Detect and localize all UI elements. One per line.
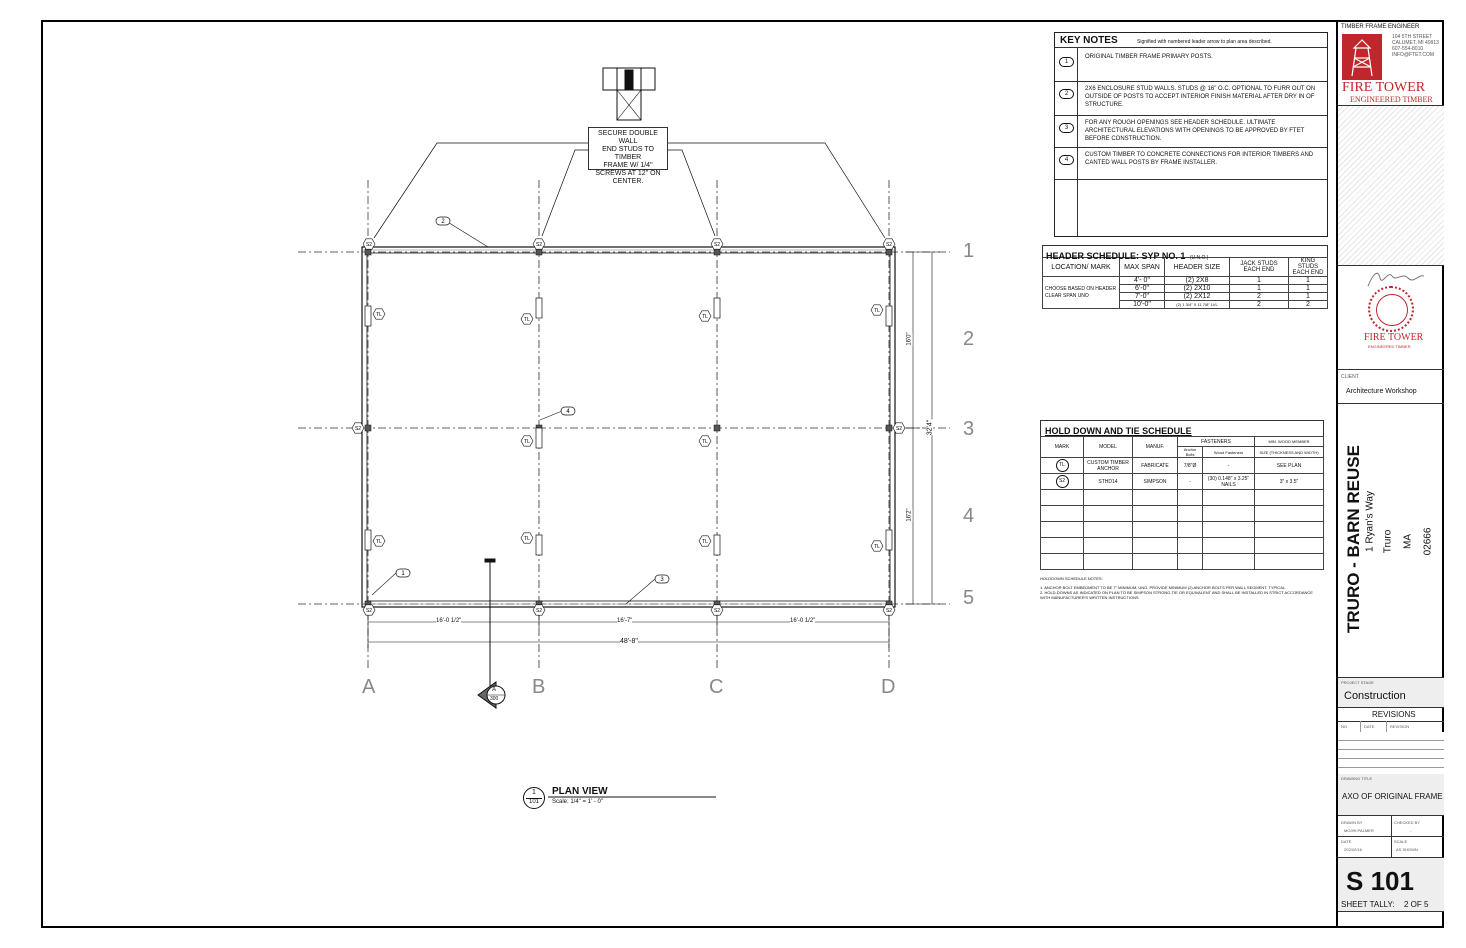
scale-value: AS SHOWN	[1396, 847, 1418, 852]
drawing-title-block	[1338, 774, 1444, 816]
col-king-studs: KING STUDS EACH END	[1289, 258, 1328, 277]
hatch-area	[1338, 106, 1444, 266]
hold-down-tag-label: S2	[354, 426, 362, 432]
key-note-text: 2X6 ENCLOSURE STUD WALLS. STUDS @ 16" O.C. OPTIONAL TO FURR OUT ON OUTSIDE OF POSTS TO ACCEPT INTERIOR FINISH MATERIAL AFTER DRY IN OF STRUCTURE.	[1085, 86, 1316, 108]
revisions-label: REVISIONS	[1372, 710, 1416, 719]
post-anchor-tag	[373, 536, 385, 546]
header-schedule-row	[1043, 277, 1328, 285]
hold-down-cell: STHD14	[1084, 474, 1133, 490]
hold-down-tag-label: S2	[535, 242, 543, 248]
project-address-1: 1 Ryan's Way	[1364, 491, 1376, 553]
hold-down-cell: -	[1178, 474, 1203, 490]
header-schedule-title: HEADER SCHEDULE: SYP NO. 1	[1046, 251, 1186, 261]
view-title: PLAN VIEW	[552, 786, 608, 797]
stamp-name: FIRE TOWER	[1364, 332, 1424, 343]
col-model: MODEL	[1084, 437, 1133, 458]
key-marker-1-label: 1	[401, 571, 405, 577]
col-jack-studs: JACK STUDS EACH END	[1230, 258, 1289, 277]
client-block	[1338, 370, 1444, 404]
key-marker-3-label: 3	[660, 577, 664, 583]
firm-address-1: 104 5TH STREET	[1392, 34, 1433, 40]
post-anchor-tag	[373, 309, 385, 319]
view-sheet: 101	[529, 799, 540, 805]
checked-by: -	[1410, 828, 1412, 833]
post-anchor-tag-label: TL	[874, 308, 880, 314]
stamp-area	[1338, 266, 1444, 370]
hold-down-tag	[893, 423, 905, 433]
post	[365, 425, 371, 431]
dim-right-upper: 16'0"	[906, 332, 913, 346]
key-notes-panel	[1054, 32, 1328, 237]
post-anchor-tag-label: TL	[524, 439, 530, 445]
client-label: CLIENT	[1341, 374, 1359, 380]
header-schedule	[1042, 245, 1328, 309]
section-tag-letter: A	[492, 687, 497, 693]
callout-line: CENTER.	[612, 178, 644, 185]
hold-down-tag	[711, 605, 723, 615]
firm-tagline: ENGINEERED TIMBER	[1350, 95, 1433, 104]
checked-by-label: CHECKED BY	[1394, 820, 1421, 825]
header-schedule-cell: 1	[1289, 277, 1328, 285]
grid-letter-a: A	[362, 676, 376, 698]
hold-down-tag-label: S2	[365, 242, 373, 248]
project-address-2: Truro	[1382, 529, 1394, 554]
grid-number-1: 1	[963, 240, 975, 262]
hold-down-tag	[883, 239, 895, 249]
sheet-number-block	[1338, 858, 1444, 912]
sheet-number: S 101	[1346, 866, 1414, 896]
header-schedule-cell: 6'-0"	[1120, 285, 1165, 293]
key-note-number: 2	[1059, 89, 1074, 99]
post-anchor-tag-label: TL	[702, 314, 708, 320]
key-note-row	[1055, 115, 1327, 148]
location-cell: CHOOSE BASED ON HEADER CLEAR SPAN UNO	[1043, 277, 1120, 309]
post-anchor-tag-label: TL	[376, 312, 382, 318]
post-anchor-tag	[871, 541, 883, 551]
header-schedule-cell: 10'-0"	[1120, 301, 1165, 309]
hold-down-tag	[363, 605, 375, 615]
col-manuf: MANUF.	[1133, 437, 1178, 458]
hold-down-title: HOLD DOWN AND TIE SCHEDULE	[1045, 426, 1192, 436]
hold-down-row	[1041, 474, 1324, 490]
post-anchor-tag	[521, 533, 533, 543]
stage-value: Construction	[1344, 690, 1406, 702]
post-anchor-tag	[521, 436, 533, 446]
date-label: DATE	[1341, 839, 1352, 844]
dim-right-overall: 32'4"	[926, 419, 934, 436]
firm-label: TIMBER FRAME ENGINEER	[1341, 24, 1420, 30]
project-block	[1338, 404, 1444, 678]
project-address-4: 02666	[1422, 527, 1434, 556]
title-block	[1336, 20, 1444, 928]
hold-down-note-2: 2. HOLD-DOWNS AS INDICATED ON PLAN TO BE SIMPSON STRONG-TIE OR EQUIVALENT AND SHALL BE INSTALLED IN STRICT ACCORDANCE WITH MANUFACTURER'S WRITTEN INSTRUCTIONS.	[1040, 590, 1313, 600]
hold-down-cell: (30) 0.148" x 3.25" NAILS	[1203, 474, 1255, 490]
post	[536, 298, 542, 318]
drawn-by-label: DRAWN BY	[1341, 820, 1363, 825]
project-address-3: MA	[1402, 534, 1414, 549]
project-title: TRURO - BARN REUSE	[1344, 445, 1363, 633]
section-tag[interactable]	[476, 680, 506, 710]
post	[536, 428, 542, 448]
post-anchor-tag-label: TL	[702, 539, 708, 545]
key-note-number: 3	[1059, 123, 1074, 133]
hold-down-tag	[883, 605, 895, 615]
key-note-number: 4	[1059, 155, 1074, 165]
key-marker-2	[436, 217, 450, 225]
post	[714, 425, 720, 431]
drawn-block	[1338, 816, 1444, 858]
hold-down-cell: 7/8"Ø	[1178, 458, 1203, 474]
drawn-by: MOJHI PALMER	[1344, 828, 1374, 833]
hold-down-row	[1041, 458, 1324, 474]
key-marker-3	[655, 575, 669, 583]
hold-down-schedule	[1040, 420, 1324, 600]
stage-block	[1338, 678, 1444, 708]
dim-overall: 48'-8"	[620, 638, 638, 645]
header-schedule-cell: (2) 2X8	[1165, 277, 1230, 285]
hold-down-cell: -	[1203, 458, 1255, 474]
date-value: 2024/2/16	[1344, 847, 1362, 852]
revisions-block	[1338, 708, 1444, 774]
post	[714, 535, 720, 555]
hold-down-tag-label: S2	[713, 242, 721, 248]
col-location: LOCATION/ MARK	[1043, 258, 1120, 277]
post-anchor-tag	[699, 311, 711, 321]
key-note-row	[1055, 49, 1327, 82]
callout-line: SCREWS AT 12" ON	[595, 170, 661, 177]
stage-label: PROJECT STAGE	[1341, 680, 1374, 685]
header-schedule-suffix: (U.N.O.)	[1189, 255, 1209, 261]
key-marker-4-label: 4	[566, 409, 570, 415]
post-anchor-tag	[521, 314, 533, 324]
header-schedule-cell: 1	[1289, 293, 1328, 301]
hold-down-cell: SEE PLAN	[1255, 458, 1324, 474]
hold-down-cell: SIMPSON	[1133, 474, 1178, 490]
drawing-title-label: DRAWING TITLE	[1341, 776, 1373, 781]
header-schedule-cell: 2	[1289, 301, 1328, 309]
callout-note	[588, 127, 668, 185]
header-schedule-cell: 4'- 0"	[1120, 277, 1165, 285]
post-anchor-tag-label: TL	[874, 544, 880, 550]
post	[536, 249, 542, 255]
key-marker-2-label: 2	[441, 219, 445, 225]
col-max-span: MAX SPAN	[1120, 258, 1165, 277]
header-schedule-table	[1042, 257, 1328, 309]
header-schedule-cell: 2	[1230, 301, 1289, 309]
key-marker-1	[396, 569, 410, 577]
firm-name: FIRE TOWER	[1342, 80, 1426, 95]
rev-col-date: DATE	[1364, 724, 1375, 729]
key-note-text: ORIGINAL TIMBER FRAME PRIMARY POSTS.	[1085, 54, 1213, 60]
dim-bottom-ab: 16'-0 1/2"	[436, 618, 462, 624]
header-schedule-cell: 1	[1230, 277, 1289, 285]
key-note-number: 1	[1059, 57, 1074, 67]
header-schedule-cell: (2) 2X10	[1165, 285, 1230, 293]
hold-down-cell: CUSTOM TIMBER ANCHOR	[1084, 458, 1133, 474]
hold-down-cell: FABRICATE	[1133, 458, 1178, 474]
firm-address-4: INFO@FTET.COM	[1392, 52, 1435, 58]
sheet-tally-label: SHEET TALLY:	[1341, 900, 1395, 909]
header-schedule-cell: 2	[1230, 293, 1289, 301]
engineer-seal-icon	[1368, 286, 1414, 332]
grid-number-5: 5	[963, 587, 975, 609]
section-tag-sheet: 300	[490, 696, 499, 702]
grid-number-4: 4	[963, 505, 975, 527]
hold-down-mark: TL	[1041, 458, 1084, 474]
sheet-tally: 2 OF 5	[1404, 900, 1429, 909]
firm-address-2: CALUMET, MI 49913	[1392, 40, 1439, 46]
firm-block	[1338, 20, 1444, 106]
view-number-bubble	[523, 787, 545, 809]
client-name: Architecture Workshop	[1346, 388, 1417, 395]
hold-down-tag	[533, 605, 545, 615]
hold-down-mark: S2	[1041, 474, 1084, 490]
dim-bottom-cd: 16'-0 1/2"	[790, 618, 816, 624]
grid-number-2: 2	[963, 328, 975, 350]
callout-line: FRAME W/ 1/4"	[603, 162, 653, 169]
fire-tower-logo-icon	[1342, 34, 1382, 80]
dim-bottom-bc: 16'-7"	[617, 618, 633, 624]
grid-letter-c: C	[709, 676, 724, 698]
post	[365, 530, 371, 550]
hold-down-tag	[533, 239, 545, 249]
key-notes-subtitle: Signified with numbered leader arrow to plan area described.	[1137, 39, 1272, 45]
post	[886, 425, 892, 431]
hold-down-tag	[711, 239, 723, 249]
key-note-row	[1055, 81, 1327, 116]
view-number: 1	[532, 789, 536, 796]
post-anchor-tag	[699, 436, 711, 446]
post-anchor-tag-label: TL	[524, 536, 530, 542]
col-size: SIZE (THICKNESS AND WIDTH)	[1255, 447, 1324, 458]
post	[886, 249, 892, 255]
hold-down-cell: 3" x 3.5"	[1255, 474, 1324, 490]
drawing-title: AXO OF ORIGINAL FRAME	[1342, 792, 1443, 801]
rev-col-no: NO	[1341, 724, 1347, 729]
hold-down-tag	[363, 239, 375, 249]
callout-line: END STUDS TO TIMBER	[602, 146, 654, 161]
scale-label: SCALE	[1394, 839, 1408, 844]
post	[536, 535, 542, 555]
key-marker-4	[561, 407, 575, 415]
col-min-wood: MIN. WOOD MEMBER	[1255, 437, 1324, 447]
callout-line: SECURE DOUBLE WALL	[598, 130, 658, 145]
post-anchor-tag-label: TL	[376, 539, 382, 545]
key-note-text: FOR ANY ROUGH OPENINGS SEE HEADER SCHEDULE. ULTIMATE ARCHITECTURAL ELEVATIONS WITH OPENINGS TO BE APPROVED BY FTET BEFORE CONSTRUCTION.	[1085, 120, 1305, 142]
hold-down-table	[1040, 436, 1324, 570]
post	[886, 530, 892, 550]
hold-down-tag-label: S2	[885, 242, 893, 248]
hold-down-tag-label: S2	[535, 608, 543, 614]
header-schedule-cell: 1	[1289, 285, 1328, 293]
header-schedule-cell: (2) 2X12	[1165, 293, 1230, 301]
col-wood-fasteners: Wood Fasteners	[1203, 447, 1255, 458]
grid-letter-b: B	[532, 676, 546, 698]
key-note-text: CUSTOM TIMBER TO CONCRETE CONNECTIONS FOR INTERIOR TIMBERS AND CANTED WALL POSTS BY FRAME INSTALLER.	[1085, 152, 1314, 166]
post-anchor-tag-label: TL	[524, 317, 530, 323]
post	[714, 249, 720, 255]
key-note-row	[1055, 147, 1327, 180]
rev-col-revision: REVISION	[1390, 724, 1410, 729]
hold-down-note-1: 1. ANCHOR BOLT EMBEDMENT TO BE 7" MINIMUM, UNO. PROVIDE MINIMUM (2) ANCHOR BOLTS PER WALL SEGMENT, TYPICAL.	[1040, 585, 1287, 590]
post	[886, 306, 892, 326]
hold-down-tag	[352, 423, 364, 433]
hold-down-tag-label: S2	[713, 608, 721, 614]
hold-down-tag-label: S2	[885, 608, 893, 614]
post-anchor-tag	[871, 305, 883, 315]
grid-letter-d: D	[881, 676, 896, 698]
post-anchor-tag	[699, 536, 711, 546]
hold-down-notes-title: HOLDDOWN SCHEDULE NOTES:	[1040, 576, 1103, 581]
section-arrow-icon	[476, 680, 506, 710]
firm-address-3: 607-554-8010	[1392, 46, 1424, 52]
grid-number-3: 3	[963, 418, 975, 440]
col-header-size: HEADER SIZE	[1165, 258, 1230, 277]
view-title-block	[523, 787, 723, 811]
post	[365, 249, 371, 255]
hold-down-tag-label: S2	[895, 426, 903, 432]
post	[365, 306, 371, 326]
key-notes-title: KEY NOTES	[1060, 35, 1118, 46]
header-schedule-cell: 7'-0"	[1120, 293, 1165, 301]
post	[714, 298, 720, 318]
stamp-tagline: ENGINEERED TIMBER	[1368, 344, 1411, 349]
post-anchor-tag-label: TL	[702, 439, 708, 445]
hold-down-tag-label: S2	[365, 608, 373, 614]
view-scale: Scale: 1/4" = 1' - 0"	[552, 799, 603, 805]
header-schedule-cell: 1	[1230, 285, 1289, 293]
col-fasteners: FASTENERS	[1178, 437, 1255, 447]
col-anchor-bolts: Anchor Bolts	[1178, 447, 1203, 458]
col-mark: MARK	[1041, 437, 1084, 458]
header-schedule-cell: (2) 1 3/4" X 11 7/8" LVL	[1165, 301, 1230, 309]
dim-right-lower: 16'2"	[906, 508, 913, 522]
